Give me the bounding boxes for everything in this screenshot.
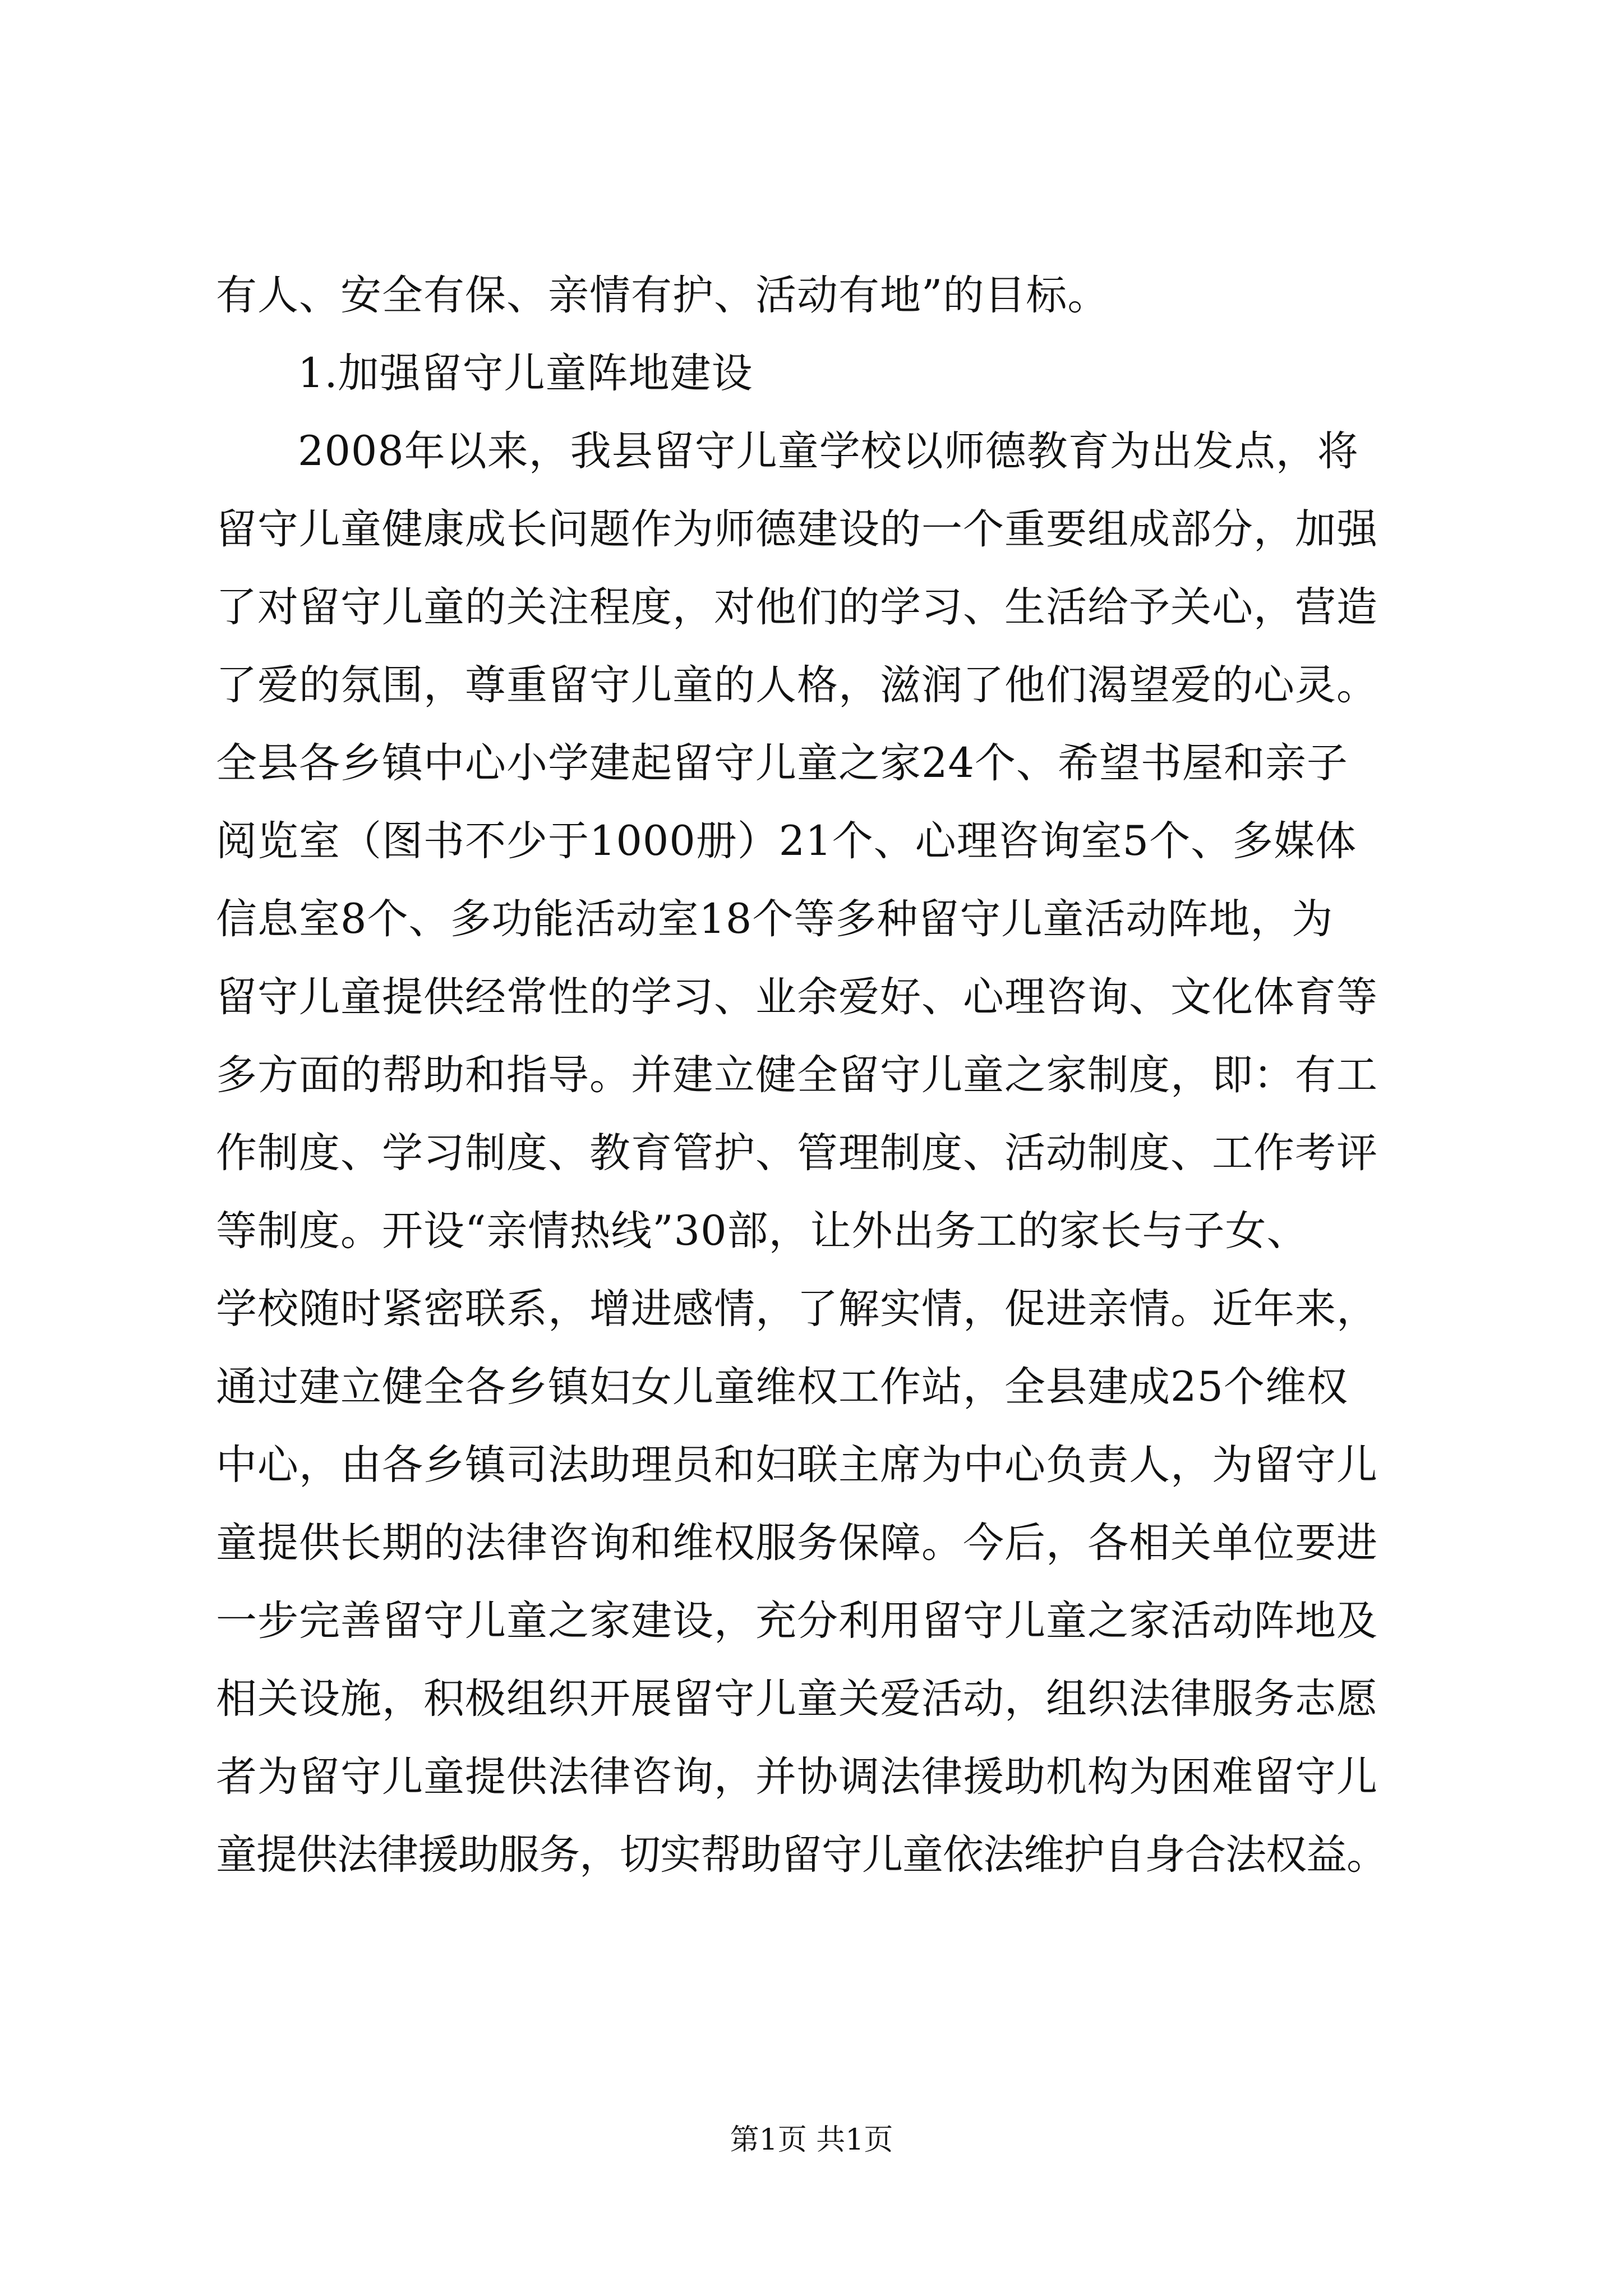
text-line: 者为留守儿童提供法律咨询，并协调法律援助机构为困难留守儿 — [216, 1753, 1378, 1801]
text-line: 多方面的帮助和指导。并建立健全留守儿童之家制度，即：有工 — [216, 1051, 1378, 1099]
text-line: 相关设施，积极组织开展留守儿童关爱活动，组织法律服务志愿 — [216, 1675, 1378, 1723]
text-line: 中心，由各乡镇司法助理员和妇联主席为中心负责人，为留守儿 — [216, 1441, 1378, 1489]
text-line: 留守儿童健康成长问题作为师德建设的一个重要组成部分，加强 — [216, 505, 1378, 553]
text-line: 童提供长期的法律咨询和维权服务保障。今后，各相关单位要进 — [216, 1519, 1378, 1567]
text-line: 有人、安全有保、亲情有护、活动有地”的目标。 — [216, 272, 1109, 319]
text-line: 信息室8个、多功能活动室18个等多种留守儿童活动阵地，为 — [216, 895, 1334, 943]
text-line: 等制度。开设“亲情热线”30部，让外出务工的家长与子女、 — [216, 1207, 1308, 1255]
section-heading: 1.加强留守儿童阵地建设 — [298, 349, 753, 397]
text-line: 学校随时紧密联系，增进感情，了解实情，促进亲情。近年来， — [216, 1285, 1378, 1333]
text-line: 全县各乡镇中心小学建起留守儿童之家24个、希望书屋和亲子 — [216, 739, 1348, 787]
page-number-footer: 第1页 共1页 — [730, 2123, 893, 2157]
text-line: 留守儿童提供经常性的学习、业余爱好、心理咨询、文化体育等 — [216, 973, 1378, 1021]
body-text — [216, 256, 1427, 1894]
text-line: 了对留守儿童的关注程度，对他们的学习、生活给予关心，营造 — [216, 583, 1378, 631]
text-line: 童提供法律援助服务，切实帮助留守儿童依法维护自身合法权益。 — [216, 1831, 1387, 1879]
text-line: 了爱的氛围，尊重留守儿童的人格，滋润了他们渴望爱的心灵。 — [216, 661, 1378, 709]
text-line: 一步完善留守儿童之家建设，充分利用留守儿童之家活动阵地及 — [216, 1597, 1378, 1645]
text-line: 作制度、学习制度、教育管护、管理制度、活动制度、工作考评 — [216, 1129, 1378, 1177]
text-line: 阅览室（图书不少于1000册）21个、心理咨询室5个、多媒体 — [216, 817, 1357, 865]
text-line: 通过建立健全各乡镇妇女儿童维权工作站，全县建成25个维权 — [216, 1363, 1348, 1411]
paragraph-first-line: 2008年以来，我县留守儿童学校以师德教育为出发点，将 — [298, 427, 1359, 475]
